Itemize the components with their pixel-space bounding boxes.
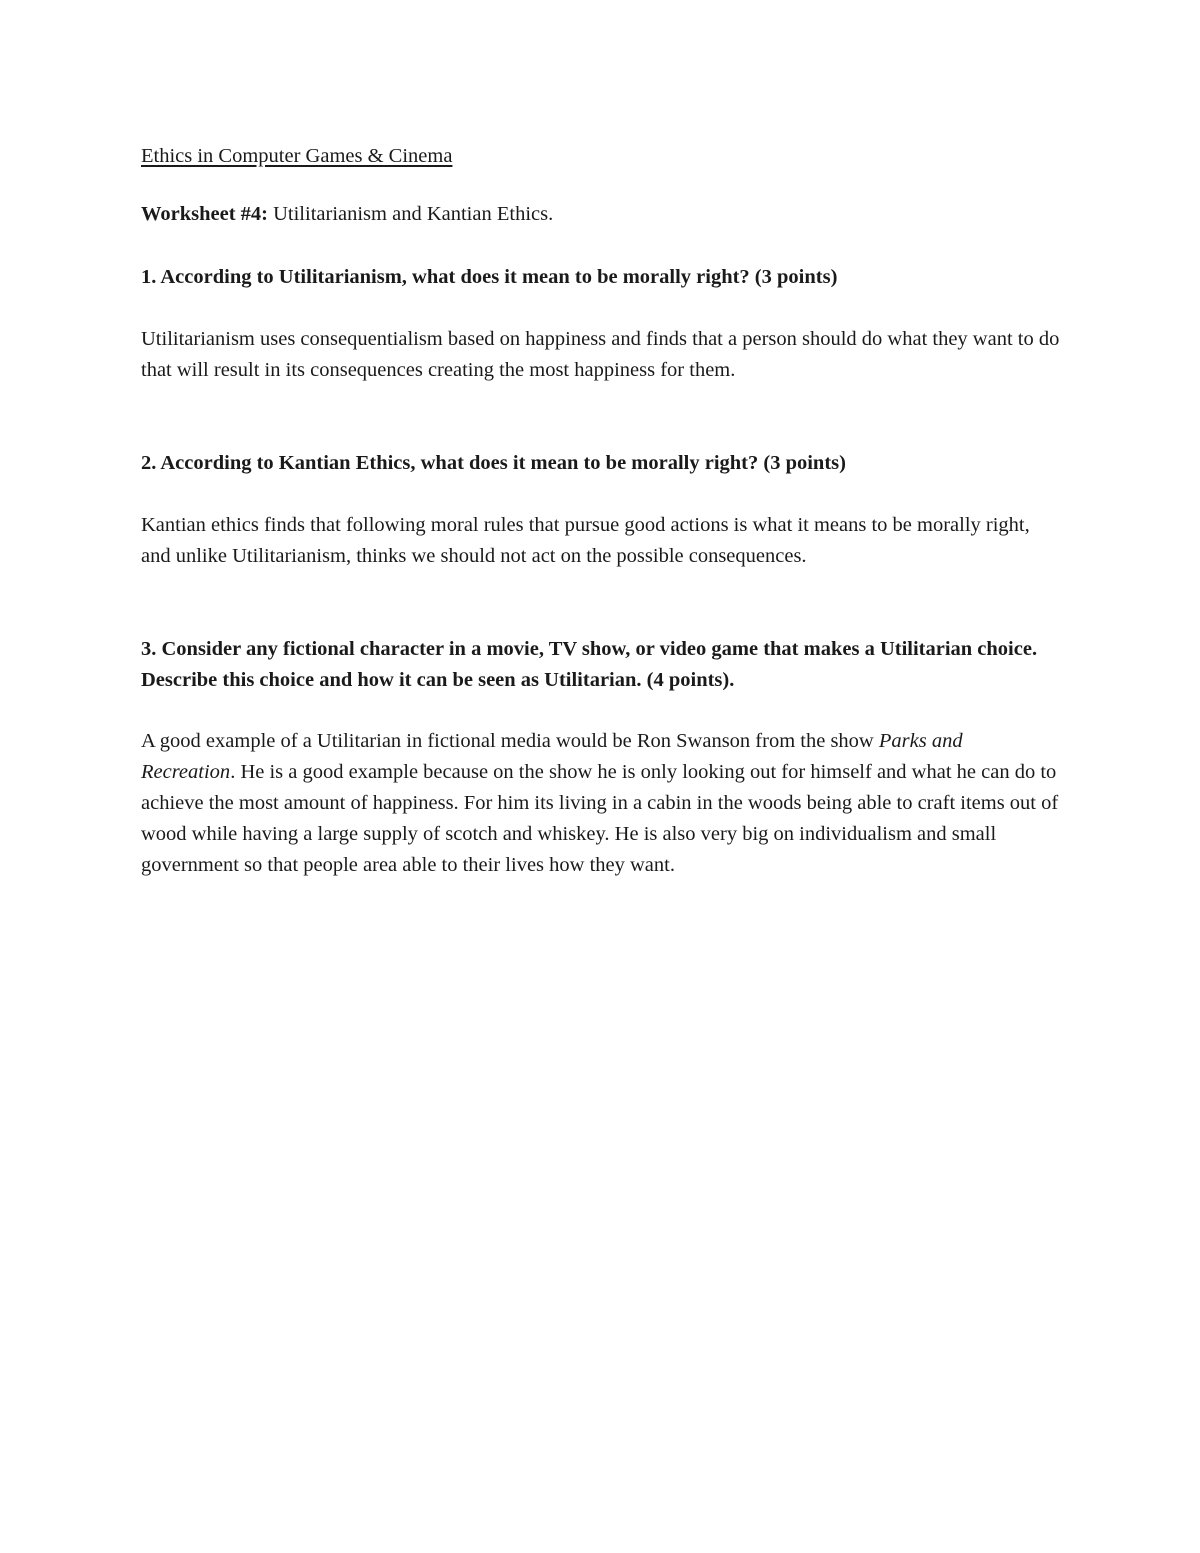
worksheet-heading [141,199,1061,230]
answer-3-text-end: . He is a good example because on the show he is only looking out for himself and what he can do to achieve the most amount of happiness. For him its living in a cabin in the woods being able to craft items out of wood while having a large supply of scotch and whiskey. He is also very big on individualism and small government so that people area able to their lives how they want. [141,761,1059,876]
question-3: 3. Consider any fictional character in a movie, TV show, or video game that makes a Utilitarian choice. Describe this choice and how it can be seen as Utilitarian. (4 points). [141,638,1038,691]
course-title: Ethics in Computer Games & Cinema [141,145,453,167]
worksheet-label: Worksheet #4: [141,203,268,225]
answer-3-text-start: A good example of a Utilitarian in fictional media would be Ron Swanson from the show [141,730,879,752]
answer-3 [141,726,1061,881]
show-title: Parks and Recreation [141,730,963,783]
answer-2: Kantian ethics finds that following moral rules that pursue good actions is what it means to be morally right, and unlike Utilitarianism, thinks we should not act on the possible consequences. [141,514,1030,567]
question-1: 1. According to Utilitarianism, what does it mean to be morally right? (3 points) [141,266,838,288]
question-2: 2. According to Kantian Ethics, what does it mean to be morally right? (3 points) [141,452,846,474]
document-body [141,141,1061,881]
answer-1: Utilitarianism uses consequentialism based on happiness and finds that a person should do what they want to do that will result in its consequences creating the most happiness for them. [141,328,1060,381]
worksheet-topic: Utilitarianism and Kantian Ethics. [267,203,554,225]
